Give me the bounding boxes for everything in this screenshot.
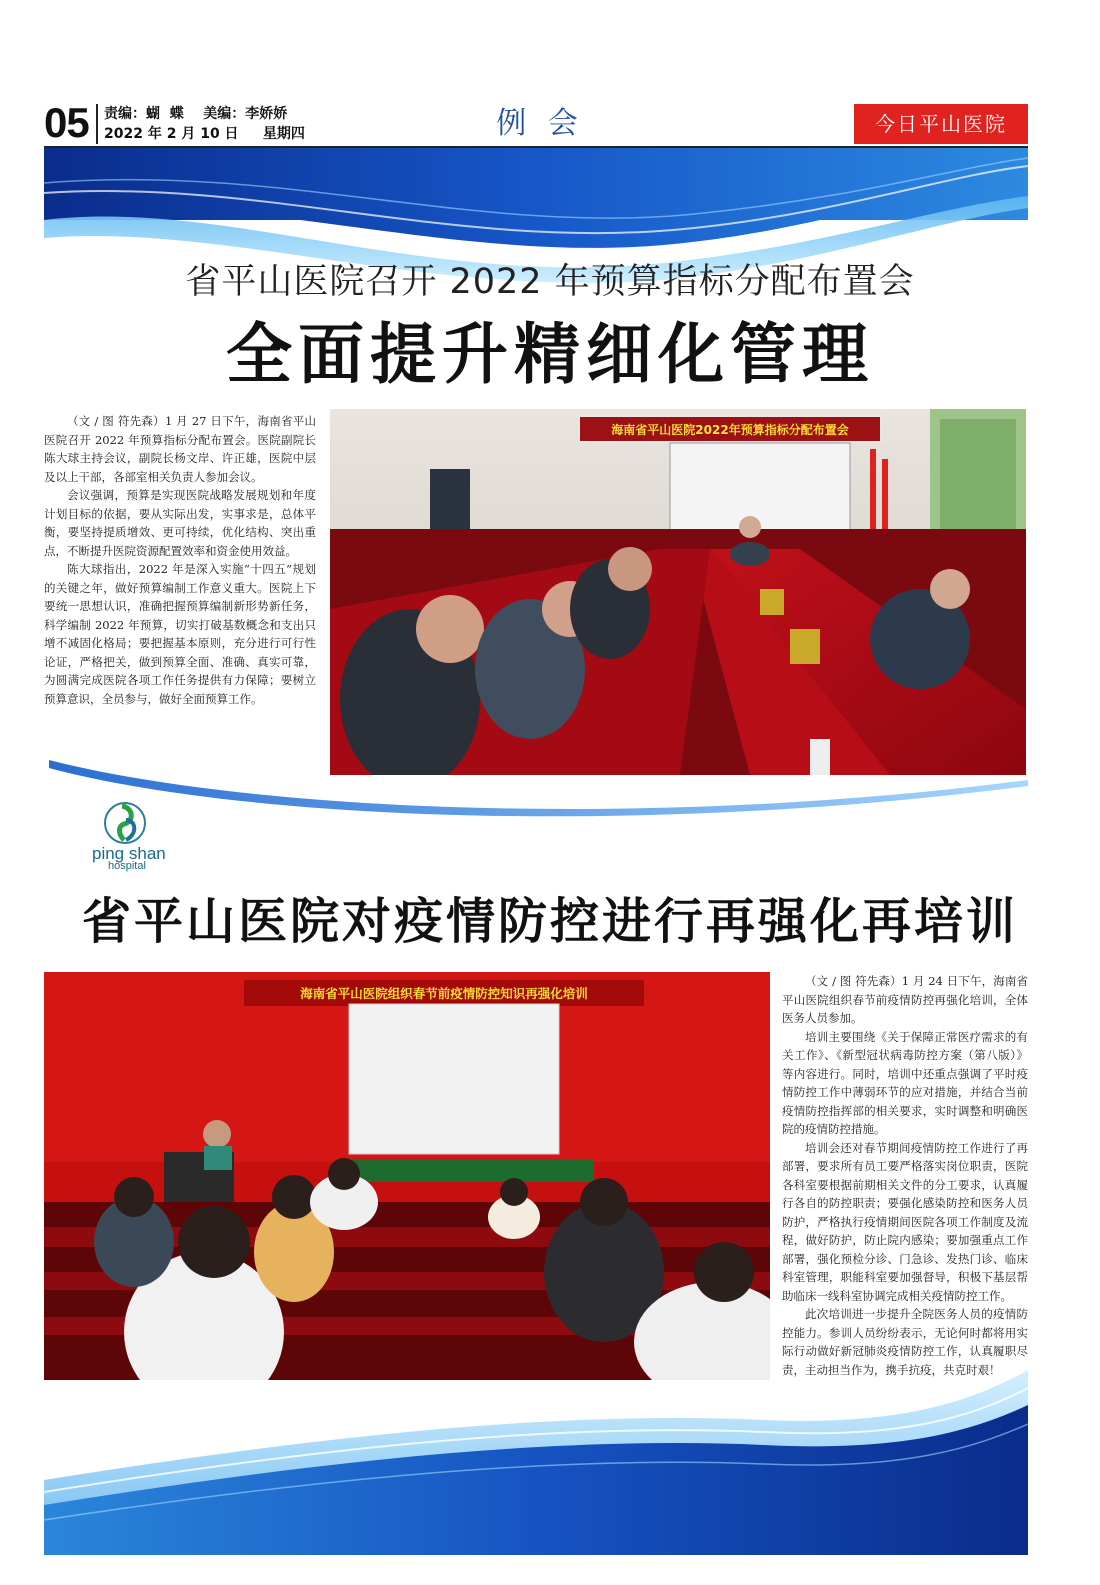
article1-subtitle: 省平山医院召开 2022 年预算指标分配布置会 [185,262,915,302]
training-photo-illustration [44,972,770,1380]
issue-date: 2022 年 2 月 10 日 星期四 [104,126,305,142]
article2-body [782,972,1028,1379]
meeting-photo-banner: 海南省平山医院2022年预算指标分配布置会 [611,423,849,437]
article2-paragraph: 培训主要围绕《关于保障正常医疗需求的有关工作》、《新型冠状病毒防控方案（第八版）》等内容进行。同时，培训中还重点强调了平时疫情防控工作中薄弱环节的应对措施，并结合当前疫情防控指挥部的相关要求，实时调整和明确医院的疫情防控措施。 [782,1029,1028,1136]
training-photo-banner: 海南省平山医院组织春节前疫情防控知识再强化培训 [300,986,588,1001]
training-photo [44,972,770,1380]
page-number: 05 [44,99,89,146]
section-title: 例 会 [496,106,584,141]
logo-wordmark: ping shan [92,844,166,863]
header-separator [96,104,98,144]
article2-paragraph: 此次培训进一步提升全院医务人员的疫情防控能力。参训人员纷纷表示，无论何时都将用实际行动做好新冠肺炎疫情防控工作，认真履职尽责，主动担当作为，携手抗疫，共克时艰！ [782,1307,1028,1377]
hospital-logo [100,800,150,846]
editor-credits: 责编：蝴 蝶 美编：李娇娇 [104,106,288,122]
article1-body [44,412,316,708]
article1-headline: 全面提升精细化管理 [226,316,874,393]
article1-paragraph: 会议强调，预算是实现医院战略发展规划和年度计划目标的依据，要从实际出发，实事求是，总体平衡，要坚持提质增效、更可持续，优化结构、突出重点，不断提升医院资源配置效率和资金使用效益。 [44,488,316,558]
article2-paragraph: （文 / 图 符先森）1 月 24 日下午，海南省平山医院组织春节前疫情防控再强化培训，全体医务人员参加。 [782,974,1028,1025]
meeting-photo-illustration [330,409,1026,775]
swoosh-divider [44,760,1028,820]
meeting-photo [330,409,1026,775]
article2-headline: 省平山医院对疫情防控进行再强化再培训 [81,893,1018,950]
masthead-badge: 今日平山医院 [854,104,1028,144]
article2-paragraph: 培训会还对春节期间疫情防控工作进行了再部署，要求所有员工要严格落实岗位职责，医院各科室要根据前期相关文件的分工要求，认真履行各自的防控职责；要强化感染防控和医务人员防护，严格执行疫情期间医院各项工作制度及流程，做好防护，防止院内感染；要加强重点工作部署，强化预检分诊、门急诊、发热门诊、临床科室管理，职能科室要加强督导，积极下基层帮助临床一线科室协调完成相关疫情防控工作。 [782,1140,1028,1303]
bottom-wave-decoration [44,1360,1028,1555]
logo-subtext: hospital [108,860,146,872]
article1-paragraph: （文 / 图 符先森）1 月 27 日下午，海南省平山医院召开 2022 年预算指标分配布置会。医院副院长陈大球主持会议，副院长杨文岸、许正雄，医院中层及以上干部，各部室相关负责人参加会议。 [44,414,316,484]
article1-paragraph: 陈大球指出，2022 年是深入实施“十四五”规划的关键之年，做好预算编制工作意义重大。医院上下要统一思想认识，准确把握预算编制新形势新任务，科学编制 2022 年预算，切实打破基数概念和支出只增不减固化格局；要把握基本原则，充分进行可行性论证，严格把关，做到预算全面、准确、真实可靠，为圆满完成医院各项工作任务提供有力保障；要树立预算意识，全员参与，做好全面预算工作。 [44,562,316,706]
